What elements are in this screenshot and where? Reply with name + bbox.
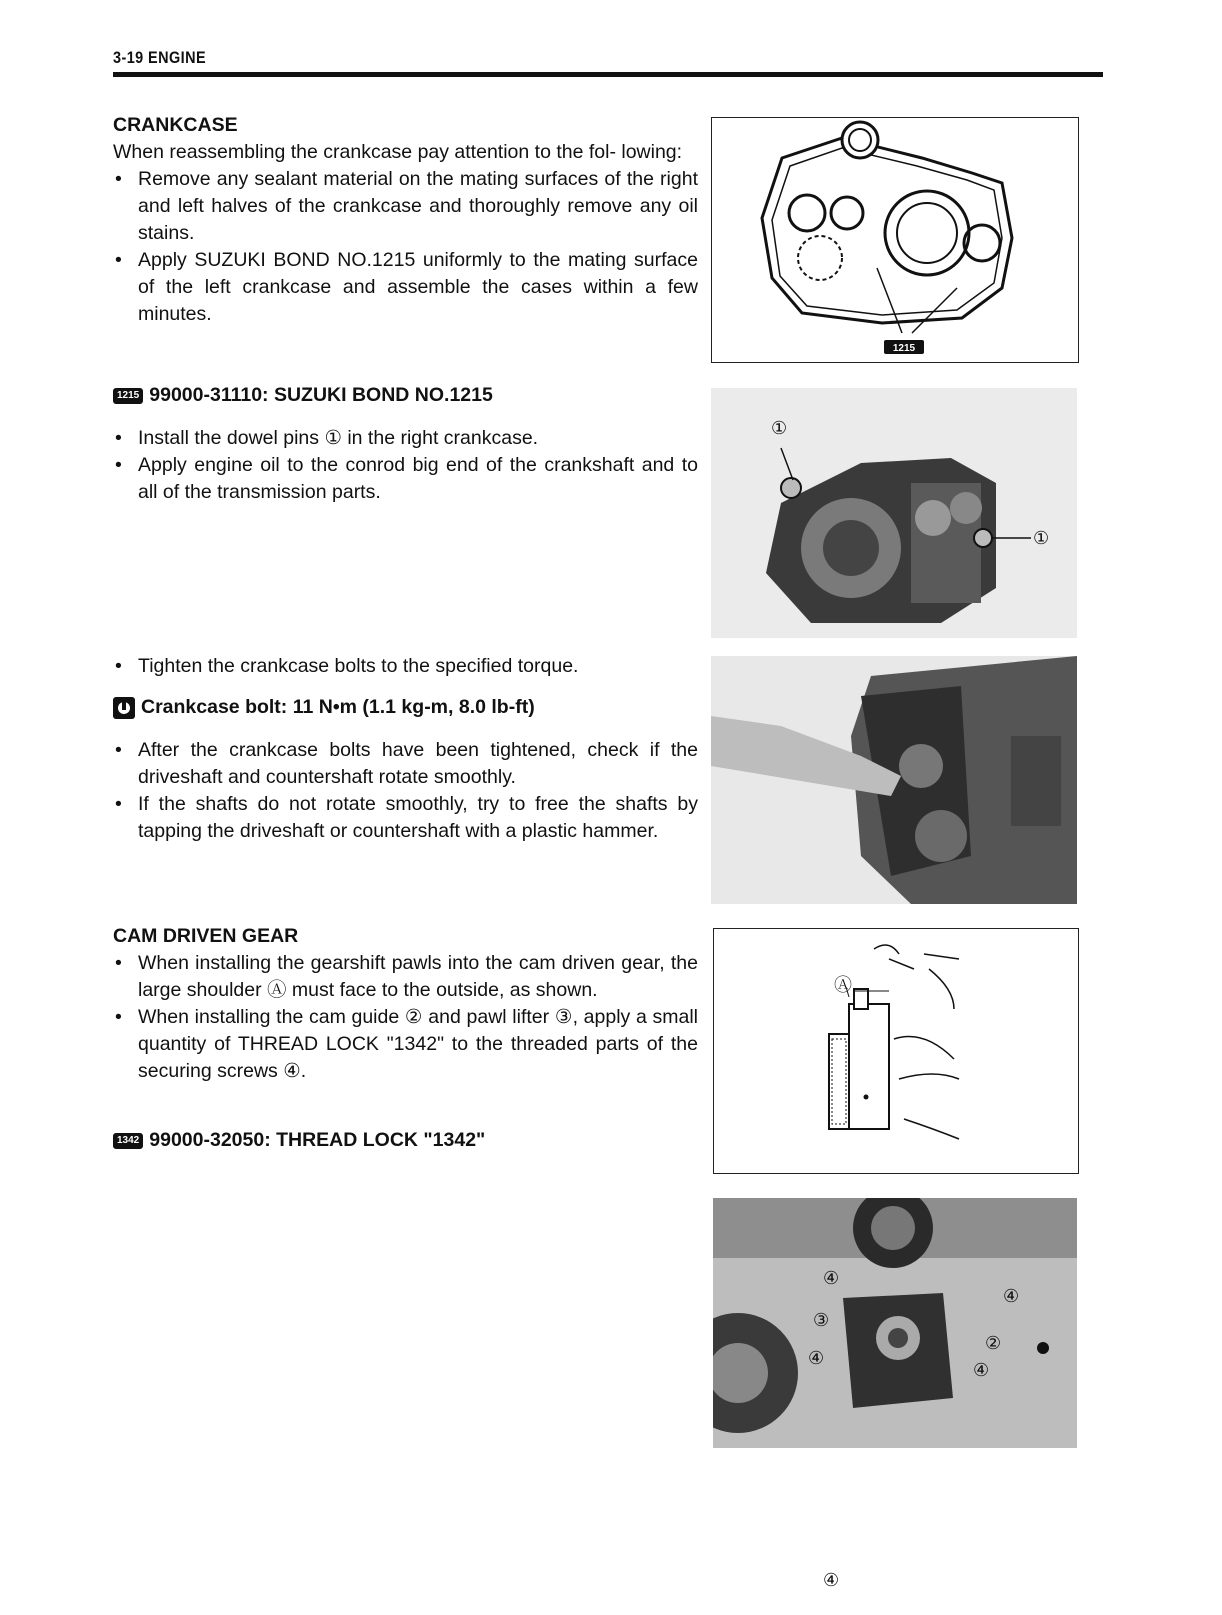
cam-gear-bullet: • When installing the cam guide ② and pawl lifter ③, apply a small quantity of THREAD LOCK "1342" to the threaded parts of the securing screws ④. <box>115 1006 698 1082</box>
thread-lock-icon: 1342 <box>113 1133 143 1149</box>
cam-gear-photo <box>713 1198 1077 1591</box>
torque-spec-text: Crankcase bolt: 11 N•m (1.1 kg-m, 8.0 lb-ft) <box>141 696 535 718</box>
page-header <box>113 48 1103 77</box>
oil-bullet: • Apply engine oil to the conrod big end of the crankshaft and to all of the transmission parts. <box>115 454 698 503</box>
fig5-ref: ④ <box>823 1268 840 1289</box>
crankcase-heading: CRANKCASE <box>113 114 238 136</box>
fig1-badge: 1215 <box>892 343 916 354</box>
torque-bullet: • Tighten the crankcase bolts to the specified torque. <box>115 655 579 677</box>
lock-spec-text: 99000-32050: THREAD LOCK "1342" <box>149 1129 486 1151</box>
dowel-pins-photo-svg <box>711 388 1077 638</box>
crankcase-bullet: • Apply SUZUKI BOND NO.1215 uniformly to the mating surface of the left crankcase and assemble the cases within a few minutes. <box>115 249 698 325</box>
crankcase-intro: When reassembling the crankcase pay attention to the fol- lowing: <box>113 141 683 163</box>
fig2-ref-a: ① <box>771 418 788 439</box>
crankcase-bolts-photo-svg <box>711 656 1077 904</box>
cam-gear-photo-svg <box>713 1198 1077 1448</box>
dowel-bullet: • Install the dowel pins ① in the right crankcase. <box>115 427 539 449</box>
dowel-pins-photo <box>711 388 1077 638</box>
cam-gear-diagram <box>713 928 1079 1174</box>
cam-gear-heading: CAM DRIVEN GEAR <box>113 925 299 947</box>
torque-wrench-icon <box>113 697 135 719</box>
bond-icon: 1215 <box>113 388 143 404</box>
crankcase-section <box>113 112 698 328</box>
bond-spec-text: 99000-31110: SUZUKI BOND NO.1215 <box>149 384 493 406</box>
fig5-ref: ② <box>985 1333 1002 1354</box>
shaft-bullet: • After the crankcase bolts have been tightened, check if the driveshaft and countershaft rotate smoothly. <box>115 739 698 788</box>
fig5-ref: ④ <box>973 1360 990 1381</box>
fig5-ref: ④ <box>1003 1286 1020 1307</box>
shaft-bullet: • If the shafts do not rotate smoothly, try to free the shafts by tapping the driveshaft or countershaft with a plastic hammer. <box>115 793 698 842</box>
torque-spec <box>113 694 698 721</box>
cam-gear-diagram-svg <box>714 929 1078 1173</box>
lock-spec <box>113 1127 698 1154</box>
cam-gear-bullet: • When installing the gearshift pawls into the cam driven gear, the large shoulder Ⓐ must face to the outside, as shown. <box>115 952 698 1001</box>
dowel-section <box>113 425 698 506</box>
crankcase-diagram <box>711 117 1079 363</box>
fig4-ref: Ⓐ <box>834 975 852 996</box>
crankcase-diagram-svg <box>712 118 1078 362</box>
torque-section <box>113 653 698 680</box>
fig2-ref-b: ① <box>1033 528 1050 549</box>
cam-gear-section <box>113 923 698 1085</box>
crankcase-bolts-photo <box>711 656 1077 904</box>
fig5-ref: ④ <box>808 1348 825 1369</box>
page-header-title: 3-19 ENGINE <box>113 48 207 67</box>
shaft-section <box>113 737 698 845</box>
fig5-ref: ③ <box>813 1310 830 1331</box>
bond-spec <box>113 382 698 409</box>
fig5-ref: ④ <box>823 1570 840 1591</box>
crankcase-bullet: • Remove any sealant material on the mating surfaces of the right and left halves of the crankcase and thoroughly remove any oil stains. <box>115 168 698 244</box>
